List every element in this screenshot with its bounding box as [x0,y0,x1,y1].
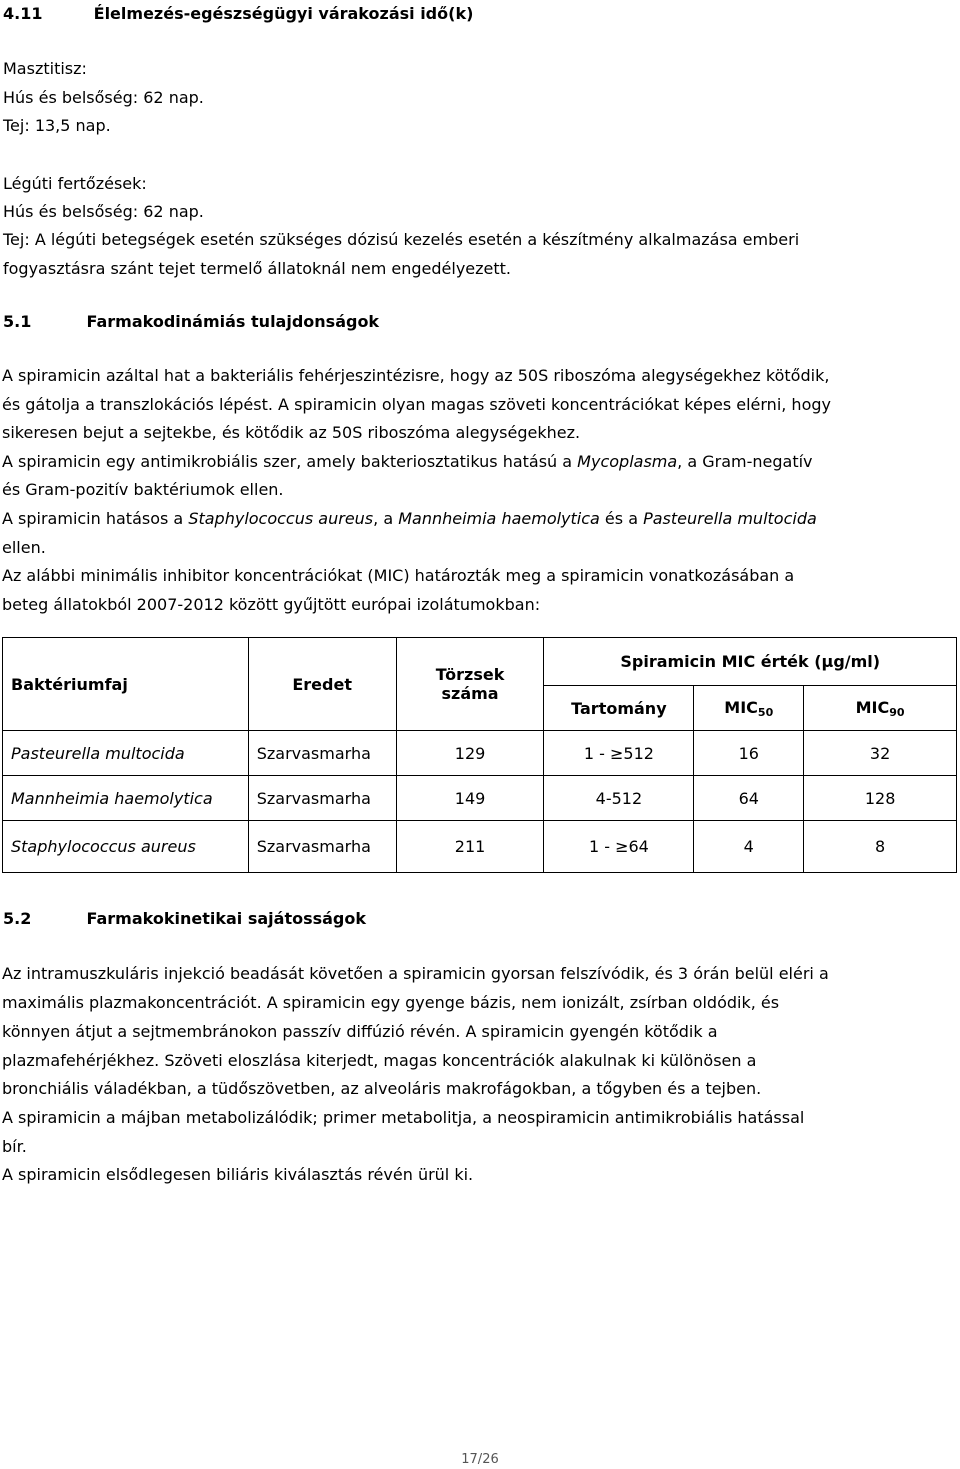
pd-effective-line-1: A spiramicin hatásos a Staphylococcus aureus, a Mannheimia haemolytica és a Pasteurella multocida [2,509,817,528]
mastitis-label: Masztitisz: [3,59,87,78]
respiratory-label: Légúti fertőzések: [3,174,147,193]
pd-line-1: A spiramicin azáltal hat a bakteriális fehérjeszintézisre, hogy az 50S riboszóma alegységekhez kötődik, [2,366,830,385]
cell-count: 211 [396,821,544,873]
pk-line-3: könnyen átjut a sejtmembránokon passzív diffúzió révén. A spiramicin gyengén kötődik a [2,1022,718,1041]
cell-mic50: 4 [694,821,804,873]
pk-line-2: maximális plazmakoncentrációt. A spiramicin egy gyenge bázis, nem ionizált, zsírban oldódik, és [2,993,780,1012]
respiratory-meat: Hús és belsőség: 62 nap. [3,202,204,221]
header-mic90: $MIC_{90}$ [804,686,957,731]
cell-range: 1 - ≥64 [544,821,694,873]
section-number: 5.2 [3,909,32,928]
pd-line-2: és gátolja a transzlokációs lépést. A spiramicin olyan magas szöveti koncentrációkat képes elérni, hogy [2,395,831,414]
pd-gram-line-2: és Gram-pozitív baktériumok ellen. [2,480,284,499]
section-heading-5-1 [3,312,379,331]
cell-species: Staphylococcus aureus [3,821,249,873]
pk-line-4: plazmafehérjékhez. Szöveti eloszlása kiterjedt, magas koncentrációk alakulnak ki különösen a [2,1051,757,1070]
cell-species: Mannheimia haemolytica [3,776,249,821]
pk-line-7: bír. [2,1137,27,1156]
cell-count: 149 [396,776,544,821]
cell-mic50: 64 [694,776,804,821]
section-number: 5.1 [3,312,32,331]
cell-mic90: 8 [804,821,957,873]
mastitis-meat: Hús és belsőség: 62 nap. [3,88,204,107]
table-row [3,731,957,776]
mic-table [2,637,957,873]
pk-line-1: Az intramuszkuláris injekció beadását követően a spiramicin gyorsan felszívódik, és 3 órán belül eléri a [2,964,829,983]
pd-mic-line-1: Az alábbi minimális inhibitor koncentrációkat (MIC) határozták meg a spiramicin vonatkozásában a [2,566,795,585]
section-number: 4.11 [3,4,43,23]
cell-range: 1 - ≥512 [544,731,694,776]
cell-count: 129 [396,731,544,776]
pd-effective-line-2: ellen. [2,538,46,557]
page-number: 17/26 [461,1452,499,1467]
section-title: Farmakokinetikai sajátosságok [86,909,367,928]
cell-mic90: 128 [804,776,957,821]
table-header-row [3,638,957,686]
table-row [3,776,957,821]
cell-origin: Szarvasmarha [248,731,396,776]
respiratory-milk-line1: Tej: A légúti betegségek esetén szükséges dózisú kezelés esetén a készítmény alkalmazása emberi [3,230,800,249]
section-heading-5-2 [3,909,366,928]
pd-mic-line-2: beteg állatokból 2007-2012 között gyűjtött európai izolátumokban: [2,595,541,614]
cell-origin: Szarvasmarha [248,776,396,821]
header-mic50: $MIC_{50}$ [694,686,804,731]
respiratory-milk-line2: fogyasztásra szánt tejet termelő állatoknál nem engedélyezett. [3,259,512,278]
pk-line-8: A spiramicin elsődlegesen biliáris kiválasztás révén ürül ki. [2,1165,474,1184]
pd-line-3: sikeresen bejut a sejtekbe, és kötődik az 50S riboszóma alegységekhez. [2,423,581,442]
species-staphylococcus: Staphylococcus aureus [188,509,374,528]
section-title: Élelmezés-egészségügyi várakozási idő(k) [93,4,474,23]
section-heading-4-11 [3,4,473,23]
cell-range: 4-512 [544,776,694,821]
header-species: Baktériumfaj [3,638,249,731]
header-strain-count: Törzsek száma [396,638,544,731]
header-origin: Eredet [248,638,396,731]
cell-mic50: 16 [694,731,804,776]
pd-gram-line-1: A spiramicin egy antimikrobiális szer, amely bakteriosztatikus hatású a Mycoplasma, a Gram-negatív [2,452,813,471]
pk-line-5: bronchiális váladékban, a tüdőszövetben, az alveoláris makrofágokban, a tőgyben és a tejben. [2,1079,762,1098]
cell-mic90: 32 [804,731,957,776]
cell-origin: Szarvasmarha [248,821,396,873]
mastitis-milk: Tej: 13,5 nap. [3,116,111,135]
species-mycoplasma: Mycoplasma [577,452,678,471]
table-row [3,821,957,873]
species-mannheimia: Mannheimia haemolytica [398,509,600,528]
pk-line-6: A spiramicin a májban metabolizálódik; primer metabolitja, a neospiramicin antimikrobiális hatással [2,1108,805,1127]
species-pasteurella: Pasteurella multocida [643,509,817,528]
cell-species: Pasteurella multocida [3,731,249,776]
header-range: Tartomány [544,686,694,731]
section-title: Farmakodinámiás tulajdonságok [86,312,380,331]
header-mic-group: Spiramicin MIC érték (µg/ml) [544,638,957,686]
